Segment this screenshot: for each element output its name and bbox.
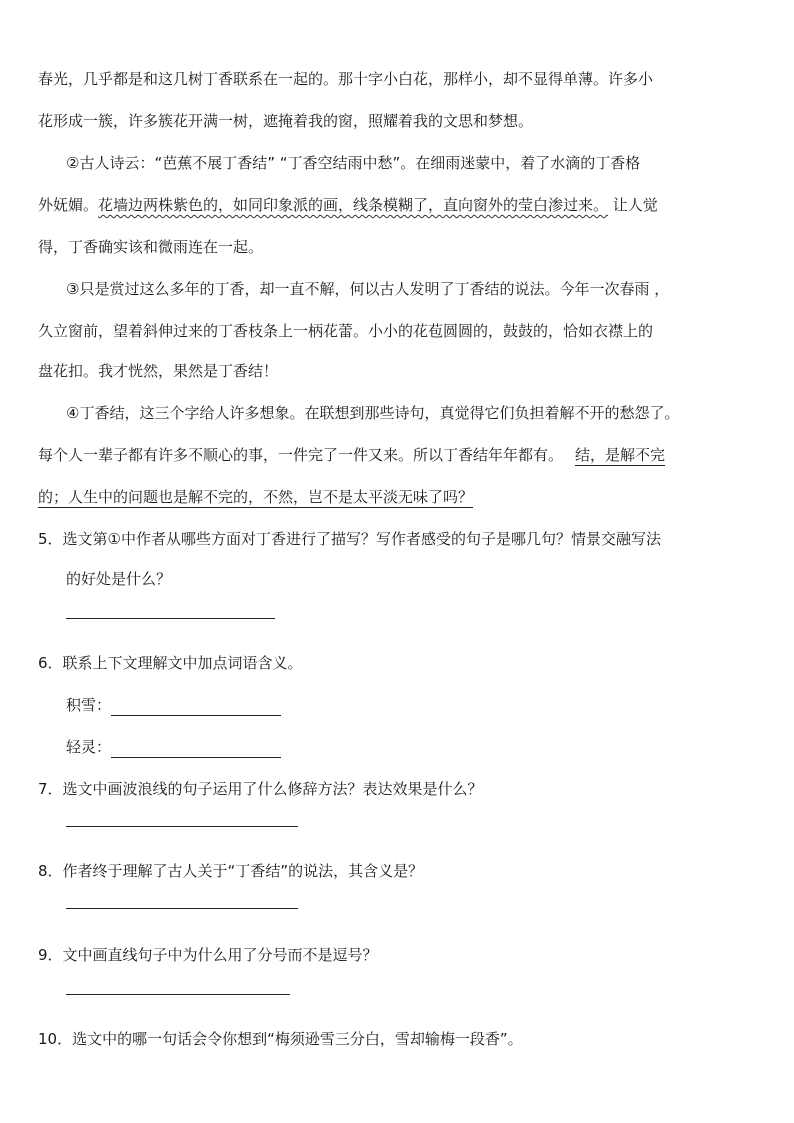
answer-blank[interactable] bbox=[111, 699, 281, 716]
question-10: 10．选文中的哪一句话会令你想到“梅须逊雪三分白，雪却输梅一段香”。 bbox=[38, 1030, 523, 1048]
passage-line: 得，丁香确实该和微雨连在一起。 bbox=[38, 238, 264, 256]
term-label: 积雪： bbox=[66, 696, 112, 714]
question-8: 8．作者终于理解了古人关于“丁香结”的说法，其含义是？ bbox=[38, 862, 424, 880]
question-6: 6．联系上下文理解文中加点词语含义。 bbox=[38, 654, 303, 672]
passage-text: 外妩媚。 bbox=[38, 196, 99, 214]
passage-line: 春光，几乎都是和这几树丁香联系在一起的。那十字小白花，那样小，却不显得单薄。许多小 bbox=[38, 70, 654, 88]
question-6-item bbox=[66, 736, 754, 758]
straight-underlined-sentence: 结，是解不完 bbox=[575, 446, 666, 464]
term-label: 轻灵： bbox=[66, 738, 112, 756]
question-6-item bbox=[66, 694, 754, 716]
straight-underlined-sentence: 的；人生中的问题也是解不完的，不然，岂不是太平淡无味了吗？ bbox=[38, 488, 474, 506]
answer-line-9[interactable] bbox=[66, 994, 290, 995]
question-7: 7．选文中画波浪线的句子运用了什么修辞方法？表达效果是什么？ bbox=[38, 780, 483, 798]
passage-line: 盘花扣。我才恍然，果然是丁香结！ bbox=[38, 362, 279, 380]
paragraph-3-start: ③只是赏过这么多年的丁香，却一直不解，何以古人发明了丁香结的说法。今年一次春雨 ， bbox=[66, 280, 670, 298]
answer-line-7[interactable] bbox=[66, 826, 298, 827]
passage-text: 让人觉 bbox=[608, 196, 658, 214]
passage-line bbox=[38, 194, 754, 216]
answer-blank[interactable] bbox=[111, 741, 281, 758]
question-5-continued: 的好处是什么？ bbox=[66, 570, 172, 588]
passage-line: 久立窗前，望着斜伸过来的丁香枝条上一柄花蕾。小小的花苞圆圆的，鼓鼓的，恰如衣襟上的 bbox=[38, 322, 654, 340]
passage-line bbox=[38, 486, 754, 508]
question-9: 9．文中画直线句子中为什么用了分号而不是逗号？ bbox=[38, 946, 378, 964]
passage-line bbox=[38, 444, 754, 466]
answer-line-8[interactable] bbox=[66, 908, 298, 909]
passage-text: 每个人一辈子都有许多不顺心的事，一件完了一件又来。所以丁香结年年都有。 bbox=[38, 446, 564, 464]
passage-line: 花形成一簇，许多簇花开满一树，遮掩着我的窗，照耀着我的文思和梦想。 bbox=[38, 112, 534, 130]
question-5: 5．选文第①中作者从哪些方面对丁香进行了描写？写作者感受的句子是哪几句？情景交融写法 bbox=[38, 530, 661, 548]
answer-line-5[interactable] bbox=[66, 618, 275, 619]
wavy-underlined-sentence: 花墙边两株紫色的，如同印象派的画，线条模糊了，直向窗外的莹白渗过来。 bbox=[98, 196, 609, 214]
paragraph-4-start: ④丁香结，这三个字给人许多想象。在联想到那些诗句，真觉得它们负担着解不开的愁怨了。 bbox=[66, 404, 680, 422]
paragraph-2-start: ②古人诗云：“芭蕉不展丁香结” “丁香空结雨中愁”。在细雨迷蒙中，着了水滴的丁香格 bbox=[66, 154, 641, 172]
